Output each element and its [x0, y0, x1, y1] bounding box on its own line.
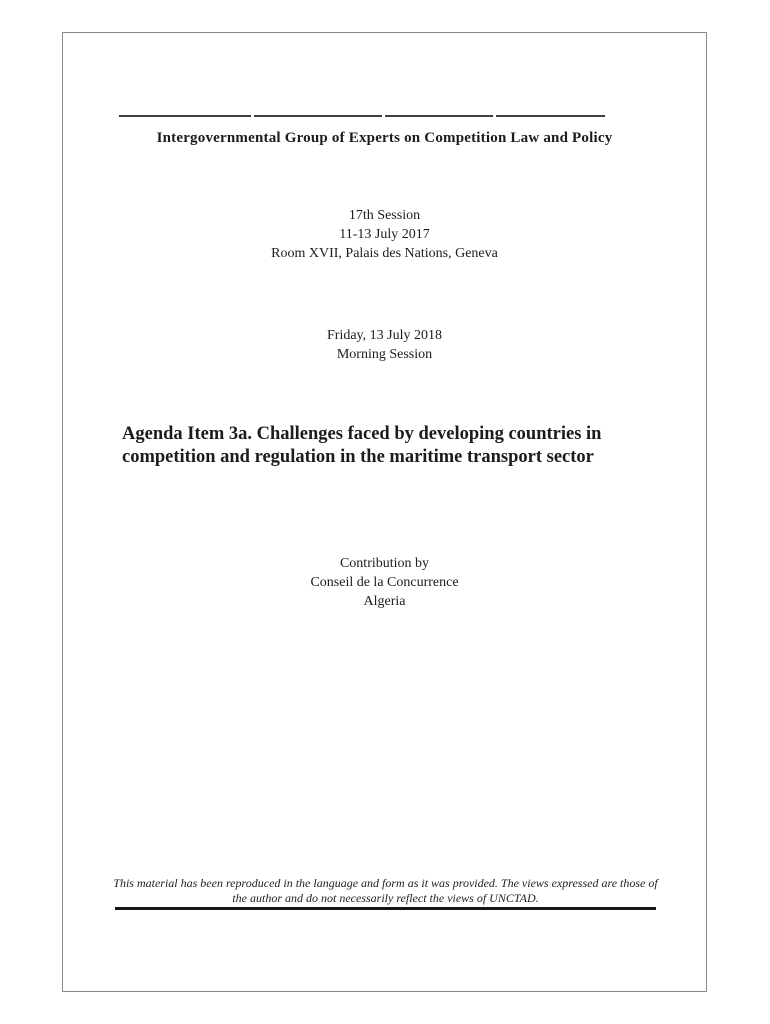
agenda-item-title: Agenda Item 3a. Challenges faced by developing countries in competition and regulation in the maritime transport sector: [122, 424, 602, 467]
top-rule-segment: [119, 115, 251, 117]
session-venue-line: Room XVII, Palais des Nations, Geneva: [271, 246, 498, 261]
session-dates-line: 11-13 July 2017: [339, 227, 430, 242]
meeting-period-line: Morning Session: [336, 347, 433, 362]
document-page: [62, 32, 707, 992]
session-number-line: 17th Session: [348, 208, 421, 223]
contribution-country: Algeria: [363, 594, 406, 609]
top-rule-segment: [385, 115, 494, 117]
contribution-organization: Conseil de la Concurrence: [310, 575, 459, 590]
top-rule-segment: [496, 115, 605, 117]
contribution-label: Contribution by: [339, 556, 430, 571]
top-rule-segment: [254, 115, 381, 117]
organization-title: Intergovernmental Group of Experts on Competition Law and Policy: [156, 130, 613, 146]
session-info-block: [63, 206, 706, 263]
meeting-date-line: Friday, 13 July 2018: [327, 328, 442, 343]
contribution-block: [63, 554, 706, 611]
footer-rule: [115, 907, 656, 910]
footer-disclaimer: This material has been reproduced in the language and form as it was provided. The views expressed are those of the author and do not necessarily reflect the views of UNCTAD.: [113, 876, 658, 905]
meeting-info-block: [63, 326, 706, 364]
top-rule: [119, 115, 605, 117]
